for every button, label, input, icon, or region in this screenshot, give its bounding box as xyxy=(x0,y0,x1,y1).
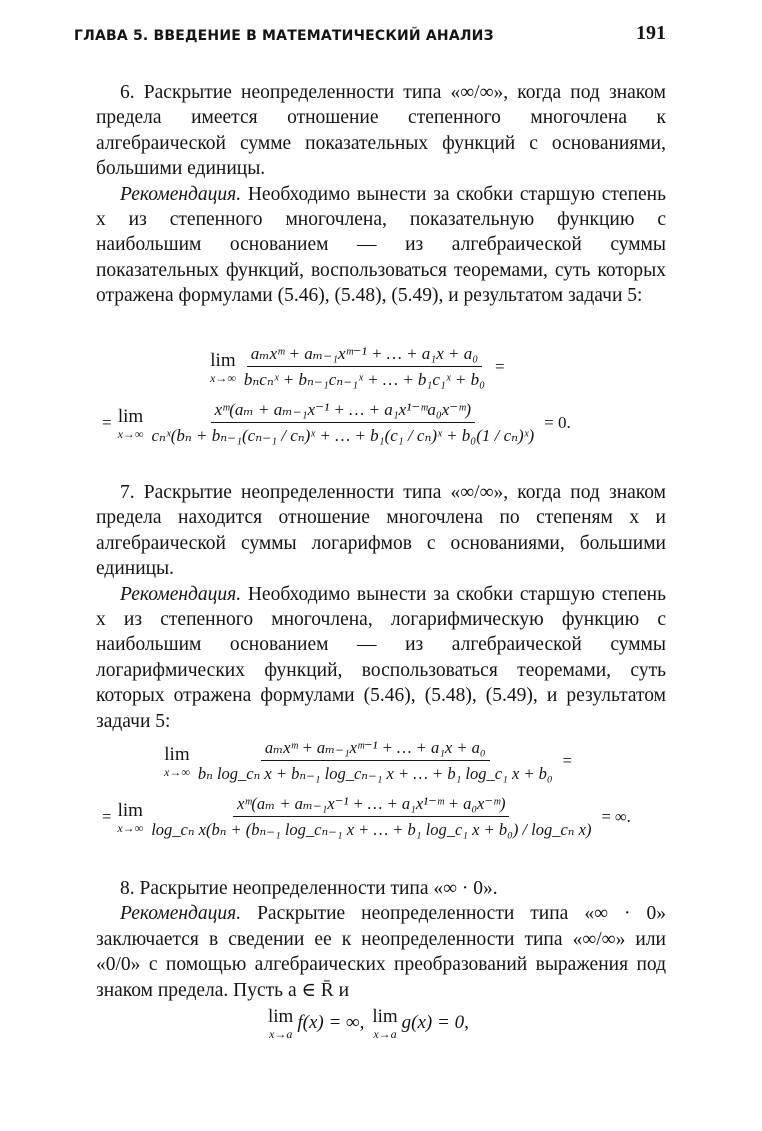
page-number: 191 xyxy=(636,22,666,44)
rec-label: Рекомендация. xyxy=(120,183,242,205)
formula-2-line-2 xyxy=(102,794,680,840)
fraction xyxy=(147,400,538,446)
fraction xyxy=(194,738,557,784)
section-7-intro: 7. Раскрытие неопределенности типа «∞/∞», когда под знаком предела находится отношение многочлена по степеням x и алгебраической суммы логарифмов с основаниями, большими единицы. xyxy=(96,482,666,580)
limit-operator: lim x→∞ xyxy=(164,744,190,779)
section-6 xyxy=(96,80,666,309)
formula-1 xyxy=(102,344,678,446)
section-8-intro: 8. Раскрытие неопределенности типа «∞ · 0». xyxy=(120,878,498,899)
formula-result: = 0. xyxy=(544,413,571,432)
formula-1-line-1 xyxy=(210,344,678,390)
formula-result: = ∞. xyxy=(601,807,631,826)
rec-text: Необходимо вынести за скобки старшую степень x из степенного многочлена, показательную функцию с наибольшим основанием — из алгебраической суммы показательных функций, воспользоваться теоремами, суть которых отражена формулами (5.46), (5.48), (5.49), и результатом задачи 5: xyxy=(96,183,666,307)
equals-sign: = xyxy=(562,751,572,770)
formula-3-part-2: g(x) = 0, xyxy=(401,1012,469,1033)
limit-operator: lim x→a xyxy=(268,1006,294,1041)
denominator: bₙcₙˣ + bₙ₋₁cₙ₋₁ˣ + … + b₁c₁ˣ + b₀ xyxy=(243,370,485,389)
numerator: aₘxᵐ + aₘ₋₁xᵐ⁻¹ + … + a₁x + a₀ xyxy=(261,738,490,761)
rec-label: Рекомендация. xyxy=(120,583,242,605)
numerator: xᵐ(aₘ + aₘ₋₁x⁻¹ + … + a₁x¹⁻ᵐa₀x⁻ᵐ) xyxy=(211,400,475,423)
denominator: cₙˣ(bₙ + bₙ₋₁(cₙ₋₁ / cₙ)ˣ + … + b₁(c₁ / cₙ)ˣ + b₀(1 / cₙ)ˣ) xyxy=(151,426,535,445)
section-8-recommendation xyxy=(96,901,666,1003)
rec-label: Рекомендация. xyxy=(120,903,242,925)
limit-operator: lim x→∞ xyxy=(117,800,144,835)
formula-3-part-1: f(x) = ∞, xyxy=(297,1012,365,1033)
numerator: aₘxᵐ + aₘ₋₁xᵐ⁻¹ + … + a₁x + a₀ xyxy=(247,344,482,367)
section-7-recommendation xyxy=(96,582,666,734)
limit-operator: lim x→∞ xyxy=(210,350,236,385)
section-7 xyxy=(96,480,666,734)
rec-text: Необходимо вынести за скобки старшую степень x из степенного многочлена, логарифмическую функцию с наибольшим основанием — из алгебраической суммы логарифмических функций, воспользоваться теоремами, суть которых отражена формулами (5.46), (5.48), (5.49), и результатом задачи 5: xyxy=(96,583,666,732)
numerator: xᵐ(aₘ + aₘ₋₁x⁻¹ + … + a₁x¹⁻ᵐ + a₀x⁻ᵐ) xyxy=(233,794,509,817)
formula-1-line-2 xyxy=(102,400,678,446)
fraction xyxy=(147,794,595,840)
formula-3 xyxy=(268,1006,469,1040)
denominator: bₙ log_cₙ x + bₙ₋₁ log_cₙ₋₁ x + … + b₁ log_c₁ x + b₀ xyxy=(197,764,553,783)
fraction xyxy=(240,344,489,390)
rec-text: Раскрытие неопределенности типа «∞ · 0» заключается в сведении ее к неопределенности типа «∞/∞» или «0/0» с помощью алгебраических преобразований выражения под знаком предела. Пусть a ∈ R̄ и xyxy=(96,903,666,1001)
chapter-title: ГЛАВА 5. ВВЕДЕНИЕ В МАТЕМАТИЧЕСКИЙ АНАЛИЗ xyxy=(74,28,494,44)
running-header xyxy=(74,22,666,50)
section-6-recommendation xyxy=(96,182,666,309)
limit-operator: lim x→a xyxy=(372,1006,398,1041)
section-6-intro: 6. Раскрытие неопределенности типа «∞/∞», когда под знаком предела имеется отношение степенного многочлена к алгебраической сумме показательных функций с основаниями, большими единицы. xyxy=(96,82,666,180)
equals-sign: = xyxy=(102,807,112,826)
formula-2 xyxy=(102,738,680,840)
limit-operator: lim x→∞ xyxy=(117,406,144,441)
equals-sign: = xyxy=(494,357,505,376)
equals-sign: = xyxy=(102,413,112,432)
formula-2-line-1 xyxy=(164,738,680,784)
section-8 xyxy=(96,876,666,1003)
denominator: log_cₙ x(bₙ + (bₙ₋₁ log_cₙ₋₁ x + … + b₁ log_c₁ x + b₀) / log_cₙ x) xyxy=(151,820,592,839)
formula-3-line xyxy=(268,1006,469,1040)
